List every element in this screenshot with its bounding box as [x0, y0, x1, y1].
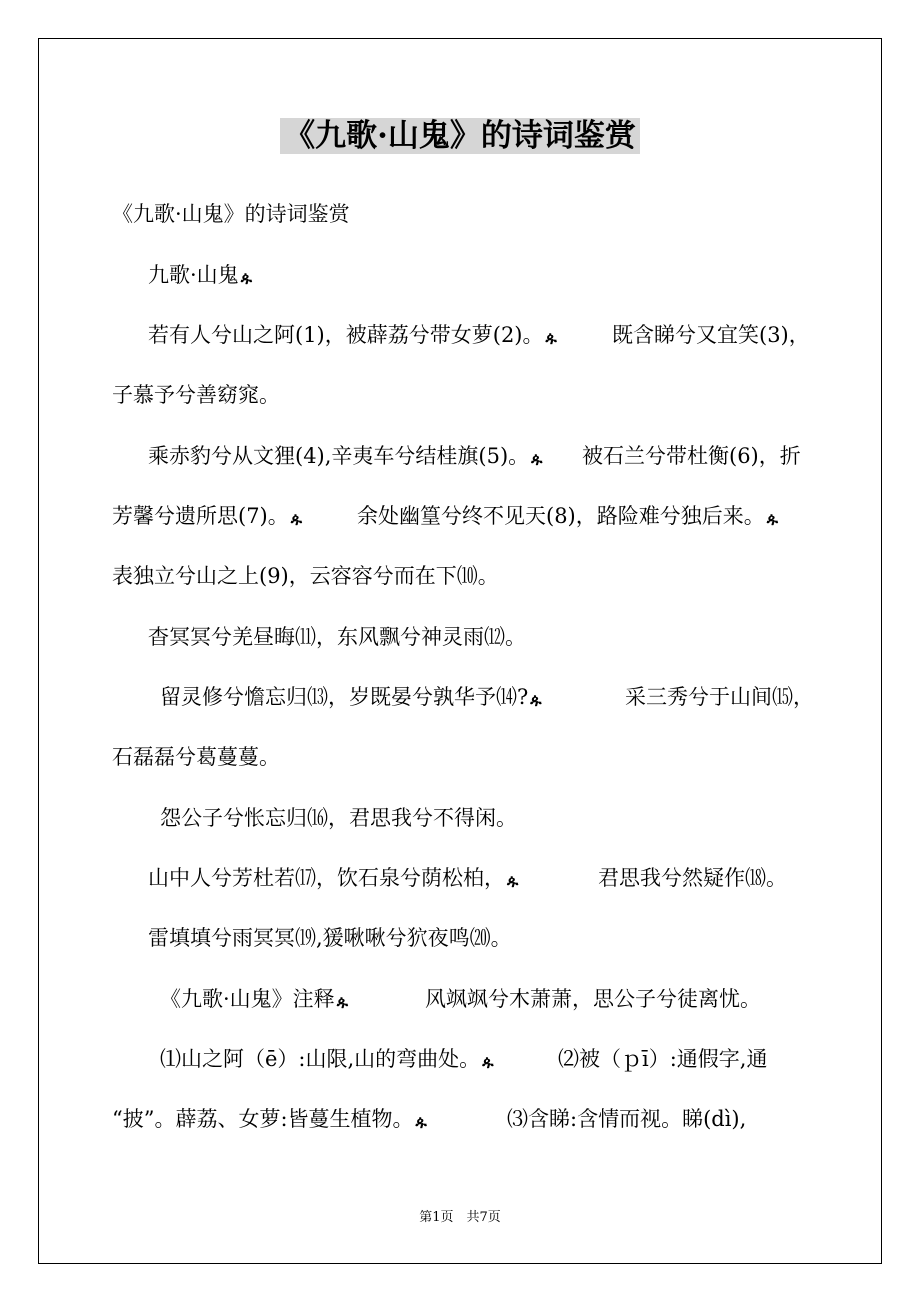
text-line-3: 若有人兮山之阿(1)，被薜荔兮带女萝(2)。 ዹ	[148, 323, 557, 347]
paragraph-mark-icon: ዹ	[507, 871, 519, 889]
text-line-11: 怨公子兮怅忘归⒃，君思我兮不得闲。	[160, 806, 517, 830]
text-line-14b: 风飒飒兮木萧萧，思公子兮徒离忧。	[425, 987, 761, 1011]
text-line-9b: 采三秀兮于山间⒂，	[625, 685, 814, 709]
text-line-6b: 余处幽篁兮终不见天(8)，路险难兮独后来。 ዹ	[357, 504, 778, 528]
poem-heading: 九歌·山鬼 ዹ	[148, 263, 252, 287]
annotation-heading: 《九歌·山鬼》注释 ዹ	[160, 987, 348, 1011]
text-line-13: 雷填填兮雨冥冥⒆,猨啾啾兮狖夜鸣⒇。	[148, 926, 512, 950]
text-line-12b: 君思我兮然疑作⒅。	[598, 866, 787, 890]
subtitle-line: 《九歌·山鬼》的诗词鉴赏	[112, 202, 350, 226]
text-line-4: 子慕予兮善窈窕。	[112, 383, 280, 407]
paragraph-mark-icon: ዹ	[336, 992, 348, 1010]
text-line-10: 石磊磊兮葛蔓蔓。	[112, 745, 280, 769]
text-line-3b: 既含睇兮又宜笑(3)，	[612, 323, 810, 347]
page-footer: 第1页 共7页	[419, 1210, 501, 1225]
text-line-5: 乘赤豹兮从文狸(4),辛夷车兮结桂旗(5)。 ዹ	[148, 444, 543, 468]
paragraph-mark-icon: ዹ	[545, 328, 557, 346]
paragraph-mark-icon: ዹ	[531, 449, 543, 467]
text-line-12: 山中人兮芳杜若⒄，饮石泉兮荫松柏， ዹ	[148, 866, 519, 890]
text-line-6: 芳馨兮遗所思(7)。 ዹ	[112, 504, 302, 528]
paragraph-mark-icon: ዹ	[415, 1112, 427, 1130]
note-3: ⑶含睇:含情而视。睇(dì),	[507, 1107, 747, 1131]
text-line-9: 留灵修兮憺忘归⒀，岁既晏兮孰华予⒁? ዹ	[160, 685, 542, 709]
paragraph-mark-icon: ዹ	[482, 1052, 494, 1070]
document-title: 《九歌·山鬼》的诗词鉴赏	[0, 116, 920, 156]
paragraph-mark-icon: ዹ	[766, 509, 778, 527]
text-line-7: 表独立兮山之上(9)，云容容兮而在下⑽。	[112, 564, 499, 588]
paragraph-mark-icon: ዹ	[240, 268, 252, 286]
note-1: ⑴山之阿（ē）:山限,山的弯曲处。 ዹ	[160, 1047, 494, 1071]
paragraph-mark-icon: ዹ	[290, 509, 302, 527]
note-2: ⑵被（ｐī）:通假字,通	[558, 1047, 768, 1071]
text-line-8: 杳冥冥兮羌昼晦⑾，东风飘兮神灵雨⑿。	[148, 625, 526, 649]
text-line-5b: 被石兰兮带杜衡(6)，折	[582, 444, 801, 468]
note-2-continued: “披”。薜荔、女萝:皆蔓生植物。 ዹ	[112, 1107, 427, 1131]
paragraph-mark-icon: ዹ	[530, 690, 542, 708]
